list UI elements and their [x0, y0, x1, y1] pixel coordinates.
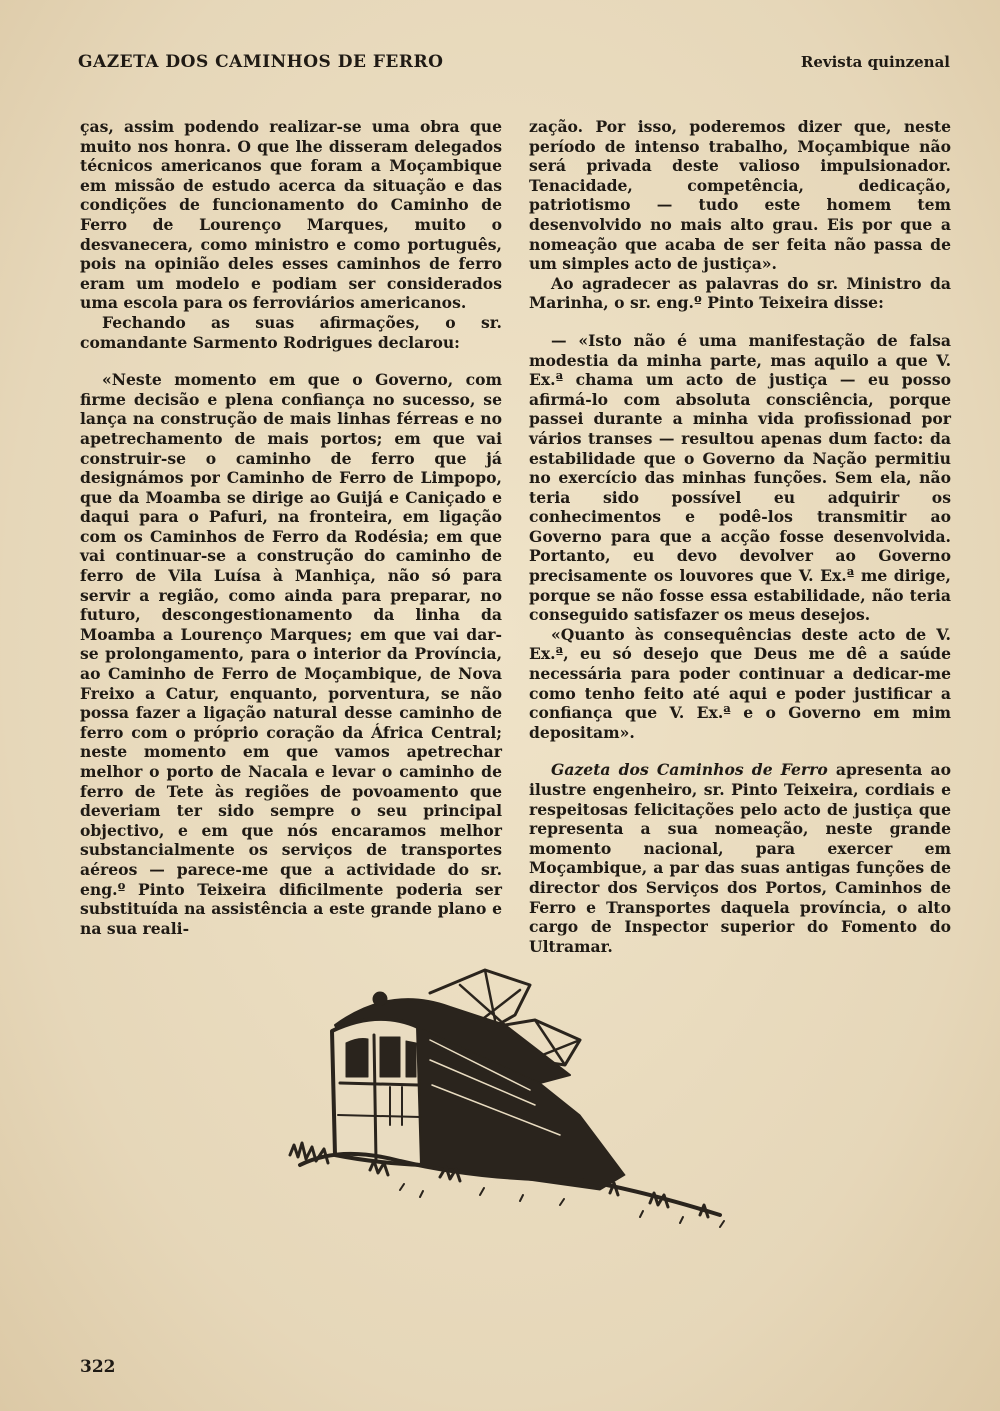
- page-number: 322: [80, 1357, 116, 1377]
- paragraph: zação. Por isso, poderemos dizer que, neste período de intenso trabalho, Moçambique não será privada deste valioso impulsionador. Tenacidade, competência, dedicação, patriotismo — tudo este homem tem desenvolvido no mais alto grau. Eis por que a nomeação que acaba de ser feita não passa de um simples acto de justiça».: [529, 117, 951, 274]
- paragraph: ças, assim podendo realizar-se uma obra que muito nos honra. O que lhe disseram delegados técnicos americanos que foram a Moçambique em missão de estudo acerca da situação e das condições de funcionamento do Caminho de Ferro de Lourenço Marques, muito o desvanecera, como ministro e como português, pois na opinião deles esses caminhos de ferro eram um modelo e podiam ser considerados uma escola para os ferroviários americanos.: [80, 117, 502, 313]
- italic-publication-name: Gazeta dos Caminhos de Ferro: [551, 760, 828, 780]
- paragraph: «Quanto às consequências deste acto de V. Ex.ª, eu só desejo que Deus me dê a saúde necessária para poder continuar a dedicar-me como tenho feito até aqui e poder justificar a confiança que V. Ex.ª e o Governo em mim depositam».: [529, 624, 951, 742]
- publication-title: GAZETA DOS CAMINHOS DE FERRO: [78, 52, 444, 72]
- closing-paragraph: [529, 760, 951, 956]
- paragraph: Ao agradecer as palavras do sr. Ministro da Marinha, o sr. eng.º Pinto Teixeira disse:: [529, 273, 951, 313]
- electric-train-illustration: [280, 965, 760, 1235]
- text-column-right: [529, 117, 951, 956]
- publication-subtitle: Revista quinzenal: [800, 53, 950, 71]
- paragraph-text: apresenta ao ilustre engenheiro, sr. Pinto Teixeira, cordiais e respeitosas felicitações pelo acto de justiça que representa a sua nomeação, neste grande momento nacional, para exercer em Moçambique, a par das suas antigas funções de director dos Serviços dos Portos, Caminhos de Ferro e Transportes daquela província, o alto cargo de Inspector superior do Fomento do Ultramar.: [529, 760, 951, 956]
- running-header: [78, 52, 950, 78]
- paragraph: Fechando as suas afirmações, o sr. comandante Sarmento Rodrigues declarou:: [80, 312, 502, 352]
- paragraph: «Neste momento em que o Governo, com firme decisão e plena confiança no sucesso, se lança na construção de mais linhas férreas e no apetrechamento de mais portos; em que vai construir-se o caminho de ferro que já designámos por Caminho de Ferro de Limpopo, que da Moamba se dirige ao Guijá e Caniçado e daqui para o Pafuri, na fronteira, em ligação com os Caminhos de Ferro da Rodésia; em que vai continuar-se a construção do caminho de ferro de Vila Luísa à Manhiça, não só para servir a região, como ainda para preparar, no futuro, descongestionamento da linha da Moamba a Lourenço Marques; em que vai dar-se prolongamento, para o interior da Província, ao Caminho de Ferro de Moçambique, de Nova Freixo a Catur, enquanto, porventura, se não possa fazer a ligação natural desse caminho de ferro com o próprio coração da África Central; neste momento em que vamos apetrechar melhor o porto de Nacala e levar o caminho de ferro de Tete às regiões de povoamento que deveriam ter sido sempre o seu principal objectivo, e em que nós encaramos melhor substancialmente os serviços de transportes aéreos — parece-me que a actividade do sr. eng.º Pinto Teixeira dificilmente poderia ser substituída na assistência a este grande plano e na sua reali-: [80, 370, 502, 938]
- text-column-left: [80, 117, 502, 938]
- paragraph: — «Isto não é uma manifestação de falsa modestia da minha parte, mas aquilo a que V. Ex.ª chama um acto de justiça — eu posso afirmá-lo com absoluta consciência, porque passei durante a minha vida profissionad por vários transes — resultou apenas dum facto: da estabilidade que o Governo da Nação permitiu no exercício das minhas funções. Sem ela, não teria sido possível eu adquirir os conhecimentos e podê-los transmitir ao Governo para que a acção fosse desenvolvida. Portanto, eu devo devolver ao Governo precisamente os louvores que V. Ex.ª me dirige, porque se não fosse essa estabilidade, não teria conseguido satisfazer os meus desejos.: [529, 330, 951, 625]
